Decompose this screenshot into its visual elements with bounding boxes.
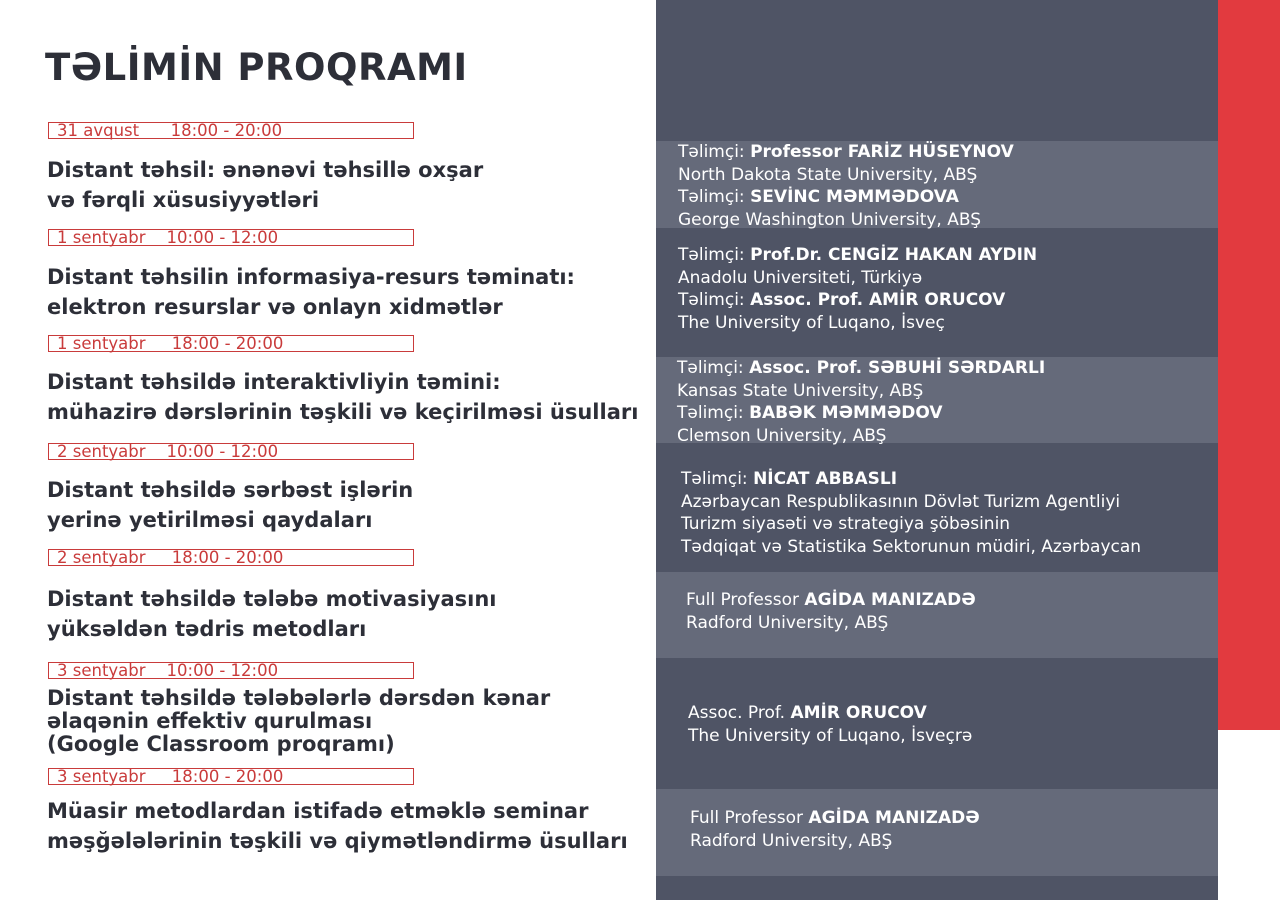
session-title-1 — [47, 155, 483, 215]
trainer-name: BABƏK MƏMMƏDOV — [749, 403, 943, 423]
trainer-line: Full Professor AGİDA MANIZADƏ — [690, 808, 980, 828]
trainer-name: AGİDA MANIZADƏ — [804, 590, 976, 610]
session-title-line: və fərqli xüsusiyyətləri — [47, 188, 320, 212]
trainer-name: AGİDA MANIZADƏ — [808, 808, 980, 828]
trainer-affiliation: The University of Luqano, İsveç — [678, 312, 945, 333]
session-date-5: 2 sentyabr 18:00 - 20:00 — [48, 549, 414, 566]
session-title-line: yüksəldən tədris metodları — [47, 617, 367, 641]
session-title-line: Müasir metodlardan istifadə etməklə seminar — [47, 799, 589, 823]
page-title: TƏLİMİN PROQRAMI — [45, 46, 468, 89]
trainer-affiliation: Anadolu Universiteti, Türkiyə — [678, 267, 923, 288]
trainer-affiliation: Turizm siyasəti və strategiya şöbəsinin — [681, 514, 1011, 534]
trainer-line: Full Professor AGİDA MANIZADƏ — [686, 590, 976, 610]
trainer-block-5 — [656, 572, 1218, 658]
trainer-line: Təlimçi: BABƏK MƏMMƏDOV — [677, 403, 943, 423]
trainer-name: AMİR ORUCOV — [790, 703, 927, 723]
trainer-name: NİCAT ABBASLI — [753, 469, 898, 489]
trainer-name: Assoc. Prof. SƏBUHİ SƏRDARLI — [749, 358, 1046, 378]
trainer-line: Təlimçi: Prof.Dr. CENGİZ HAKAN AYDIN — [678, 245, 1038, 265]
session-title-3 — [47, 367, 638, 427]
trainer-line: Təlimçi: Assoc. Prof. AMİR ORUCOV — [678, 290, 1006, 310]
trainer-affiliation: North Dakota State University, ABŞ — [678, 164, 978, 185]
trainer-line: Təlimçi: Professor FARİZ HÜSEYNOV — [678, 142, 1014, 162]
session-date-1: 31 avqust 18:00 - 20:00 — [48, 122, 414, 139]
session-title-6 — [47, 687, 550, 756]
trainer-name: Prof.Dr. CENGİZ HAKAN AYDIN — [750, 245, 1038, 265]
trainer-block-1 — [656, 141, 1218, 228]
session-title-line: Distant təhsildə sərbəst işlərin — [47, 478, 414, 502]
trainer-name: SEVİNC MƏMMƏDOVA — [750, 187, 959, 207]
session-title-line: (Google Classroom proqramı) — [47, 732, 395, 756]
session-title-line: Distant təhsil: ənənəvi təhsillə oxşar — [47, 158, 484, 182]
trainer-name: Assoc. Prof. AMİR ORUCOV — [750, 290, 1006, 310]
trainer-affiliation: Clemson University, ABŞ — [677, 425, 887, 446]
trainer-affiliation: Azərbaycan Respublikasının Dövlət Turizm Agentliyi — [681, 491, 1121, 512]
session-title-line: elektron resurslar və onlayn xidmətlər — [47, 295, 503, 319]
session-title-line: Distant təhsildə tələbələrlə dərsdən kənar — [47, 686, 551, 710]
trainers-panel — [656, 0, 1218, 900]
session-title-line: Distant təhsilin informasiya-resurs təminatı: — [47, 265, 575, 289]
trainer-block-7 — [656, 789, 1218, 876]
trainer-affiliation: Tədqiqat və Statistika Sektorunun müdiri, Azərbaycan — [681, 536, 1142, 557]
session-title-2 — [47, 262, 575, 322]
trainer-block-4 — [656, 468, 1218, 558]
trainer-block-2 — [656, 244, 1218, 334]
session-title-line: əlaqənin effektiv qurulması — [47, 709, 373, 733]
trainer-name: Professor FARİZ HÜSEYNOV — [750, 142, 1014, 162]
session-title-7 — [47, 796, 628, 856]
trainer-line: Təlimçi: Assoc. Prof. SƏBUHİ SƏRDARLI — [677, 358, 1046, 378]
trainer-affiliation: The University of Luqano, İsveçrə — [688, 725, 973, 746]
session-date-3: 1 sentyabr 18:00 - 20:00 — [48, 335, 414, 352]
session-title-line: məşğələlərinin təşkili və qiymətləndirmə üsulları — [47, 829, 628, 853]
session-title-5 — [47, 584, 496, 644]
trainer-block-6 — [656, 702, 1218, 747]
trainer-line: Assoc. Prof. AMİR ORUCOV — [688, 703, 927, 723]
session-date-6: 3 sentyabr 10:00 - 12:00 — [48, 662, 414, 679]
trainer-affiliation: Radford University, ABŞ — [686, 612, 889, 633]
trainer-line: Təlimçi: NİCAT ABBASLI — [681, 469, 898, 489]
session-date-2: 1 sentyabr 10:00 - 12:00 — [48, 229, 414, 246]
session-title-4 — [47, 475, 413, 535]
trainer-block-3 — [656, 357, 1218, 446]
session-date-4: 2 sentyabr 10:00 - 12:00 — [48, 443, 414, 460]
red-accent-bar — [1218, 0, 1280, 730]
session-title-line: Distant təhsildə interaktivliyin təmini: — [47, 370, 501, 394]
session-date-7: 3 sentyabr 18:00 - 20:00 — [48, 768, 414, 785]
trainer-affiliation: George Washington University, ABŞ — [678, 209, 982, 230]
session-title-line: yerinə yetirilməsi qaydaları — [47, 508, 373, 532]
trainer-line: Təlimçi: SEVİNC MƏMMƏDOVA — [678, 187, 959, 207]
trainer-affiliation: Radford University, ABŞ — [690, 830, 893, 851]
trainer-affiliation: Kansas State University, ABŞ — [677, 380, 924, 401]
session-title-line: mühazirə dərslərinin təşkili və keçirilməsi üsulları — [47, 400, 639, 424]
session-title-line: Distant təhsildə tələbə motivasiyasını — [47, 587, 497, 611]
